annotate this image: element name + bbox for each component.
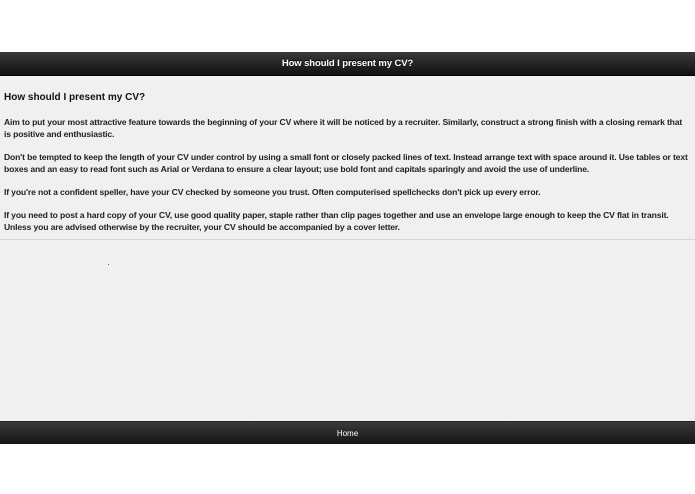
footer-bar [0, 421, 695, 444]
stray-dot [108, 264, 109, 265]
article-paragraph-4: If you need to post a hard copy of your CV, use good quality paper, staple rather than clip pages together and use an envelope large enough to keep the CV flat in transit. Unless you are advised otherwise by the recruiter, your CV should be accompanied by a cover letter. [4, 210, 669, 232]
article-block [0, 76, 695, 240]
header-bar [0, 52, 695, 76]
page-title: How should I present my CV? [281, 58, 414, 69]
article-heading: How should I present my CV? [4, 92, 146, 103]
article-content [0, 76, 695, 233]
content-area [0, 76, 695, 421]
article-paragraph-1: Aim to put your most attractive feature towards the beginning of your CV where it will be noticed by a recruiter. Similarly, construct a strong finish with a closing remark that is positive and enthusiastic. [4, 117, 683, 139]
article-paragraph-3: If you're not a confident speller, have your CV checked by someone you trust. Often computerised spellchecks don't pick up every error. [4, 187, 541, 197]
article-paragraph-2: Don't be tempted to keep the length of your CV under control by using a small font or closely packed lines of text. Instead arrange text with space around it. Use tables or text boxes and an easy to read font such as Arial or Verdana to ensure a clear layout; use bold font and capitals sparingly and avoid the use of underline. [4, 152, 688, 174]
home-link[interactable]: Home [336, 428, 359, 438]
